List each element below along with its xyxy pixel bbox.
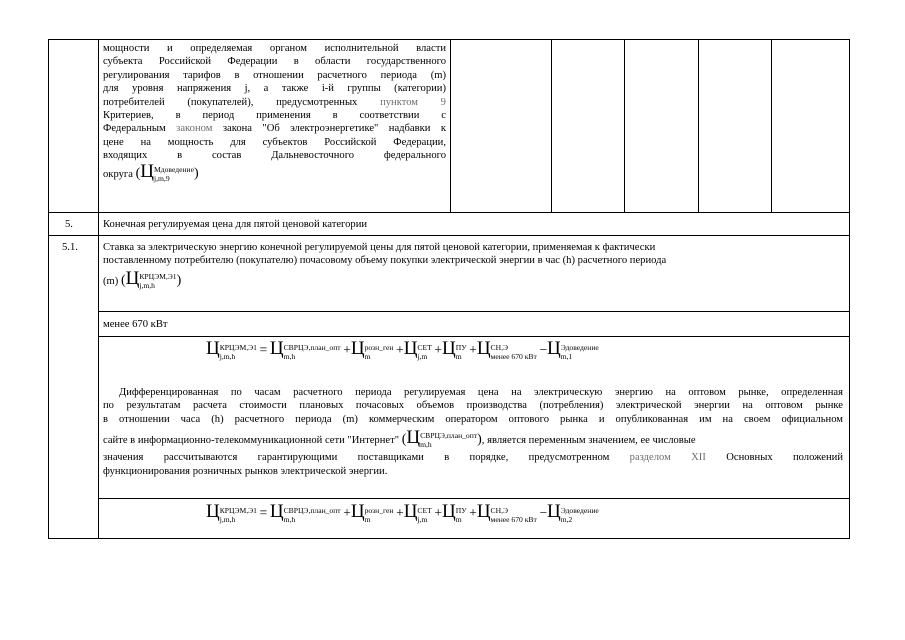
formula-operator: + <box>343 505 351 520</box>
symbol-index <box>154 165 194 183</box>
col-divider <box>551 39 552 212</box>
formula-2 <box>206 501 599 524</box>
formula-sup: ПУ <box>455 505 467 515</box>
formula-index <box>491 343 537 361</box>
description-paragraph <box>103 386 843 478</box>
formula-operator: + <box>469 342 477 357</box>
formula-operator: + <box>469 505 477 520</box>
formula-sub: m <box>455 351 462 361</box>
formula-sub: j,m <box>417 514 428 524</box>
link-federal-law[interactable]: законом <box>176 123 213 135</box>
formula-operator: − <box>539 342 548 357</box>
formula-index <box>220 506 257 524</box>
symbol-index <box>420 431 477 449</box>
formula-index <box>456 506 467 524</box>
row-divider <box>48 235 850 236</box>
formula-base: Ц <box>441 338 456 359</box>
formula-base: Ц <box>269 338 284 359</box>
col-divider <box>771 39 772 212</box>
formula-sub: менее 670 кВт <box>490 514 537 524</box>
price-symbol: (Ц Мдоведение j,m,9 ) <box>135 160 199 183</box>
row-divider <box>98 498 850 499</box>
formula-index <box>456 343 467 361</box>
formula-index <box>561 343 599 361</box>
formula-operator: + <box>396 505 404 520</box>
right-border <box>849 39 850 539</box>
formula-sub: j,m,h <box>219 514 236 524</box>
formula-sup: СЕТ <box>417 342 432 352</box>
text-line: в отношении часа (h) расчетного периода (m) коммерческим оператором оптового рынка и опубликованная им на своем официальном <box>103 413 843 425</box>
formula-operator: + <box>396 342 404 357</box>
text-line: регулирования тарифов в отношении расчетного периода (m) <box>103 69 446 81</box>
row-number: 5. <box>65 219 73 230</box>
row-title: Конечная регулируемая цена для пятой ценовой категории <box>103 219 368 230</box>
text-line: мощности и определяемая органом исполнительной власти <box>103 43 446 54</box>
text-line <box>103 427 843 450</box>
formula-operator: − <box>539 505 548 520</box>
formula-base: Ц <box>350 501 365 522</box>
symbol-sup: Мдоведение <box>154 164 194 174</box>
left-border <box>48 39 49 539</box>
category-label: менее 670 кВт <box>103 319 168 330</box>
formula-base: Ц <box>206 338 220 359</box>
row-divider <box>48 212 850 213</box>
formula-operator: = <box>259 342 268 357</box>
text-line: Ставка за электрическую энергию конечной регулируемой цены для пятой ценовой категории, применяемая к фактически <box>103 242 656 253</box>
formula-sub: j,m <box>417 351 428 361</box>
formula-sup: КРЦЭМ,Э1 <box>219 342 257 352</box>
text-line <box>103 268 843 290</box>
formula-base: Ц <box>206 501 220 522</box>
row-divider <box>98 311 850 312</box>
formula-sup: СВРЦЭ,план_опт <box>283 505 341 515</box>
formula-index <box>220 343 257 361</box>
text-line <box>103 160 446 183</box>
formula-sup: СЕТ <box>417 505 432 515</box>
text-line: для уровня напряжения j, а также i-й группы (категории) <box>103 83 446 95</box>
price-symbol: (Ц КРЦЭМ,Э1 j,m,h ) <box>120 268 182 290</box>
text-line: Критериев, в период применения в соответствии с <box>103 110 446 122</box>
price-symbol: (Ц СВРЦЭ,план_опт m,h ) <box>401 427 482 450</box>
text-line <box>103 122 446 135</box>
text-line: функционирования розничных рынков электрической энергии. <box>103 465 388 477</box>
formula-sup: КРЦЭМ,Э1 <box>219 505 257 515</box>
text-span: (m) <box>103 276 119 288</box>
col-divider <box>624 39 625 212</box>
formula-base: Ц <box>350 338 365 359</box>
formula-operator: = <box>259 505 268 520</box>
table-frame <box>48 39 850 539</box>
symbol-base: Ц <box>406 427 421 449</box>
formula-base: Ц <box>403 338 418 359</box>
formula-base: Ц <box>403 501 418 522</box>
formula-index <box>365 343 394 361</box>
formula-index <box>417 506 431 524</box>
text-line: субъекта Российской Федерации в области государственного <box>103 56 446 68</box>
col-divider <box>698 39 699 212</box>
text-line: входящих в состав Дальневосточного федерального <box>103 150 446 162</box>
formula-1 <box>206 338 599 361</box>
text-span: сайте в информационно-телекоммуникационной сети "Интернет" <box>103 435 400 447</box>
row-number: 5.1. <box>62 242 78 253</box>
formula-sub: менее 670 кВт <box>490 351 537 361</box>
formula-operator: + <box>343 342 351 357</box>
text-span: Федеральным <box>103 123 166 135</box>
symbol-base: Ц <box>140 160 155 182</box>
formula-index <box>365 506 394 524</box>
formula-sup: Эдоведение <box>560 342 599 352</box>
symbol-sub: j,m,9 <box>154 173 170 183</box>
formula-base: Ц <box>476 501 491 522</box>
formula-sub: m <box>455 514 462 524</box>
row-51-text <box>103 241 843 290</box>
row-top-text <box>103 42 446 183</box>
text-line: Дифференцированная по часам расчетного периода регулируемая цена на электрическую энергию на оптовом рынке, определенная <box>119 387 843 398</box>
col-divider <box>450 39 451 212</box>
text-span: потребителей (покупателей), предусмотренных <box>103 96 358 108</box>
formula-sup: ПУ <box>455 342 467 352</box>
text-line: поставленному потребителю (покупателю) почасовому объему покупки электрической энергии в час (h) расчетного периода <box>103 255 667 267</box>
formula-sub: m <box>364 514 371 524</box>
row-divider <box>98 336 850 337</box>
col-divider <box>98 39 99 539</box>
formula-sub: m,1 <box>560 351 573 361</box>
formula-sup: розн_ген <box>364 505 394 515</box>
text-span: округа <box>103 168 133 180</box>
formula-base: Ц <box>441 501 456 522</box>
formula-operator: + <box>434 505 442 520</box>
text-line: цене на мощность для субъектов Российской Федерации, <box>103 136 446 148</box>
formula-sub: j,m,h <box>219 351 236 361</box>
formula-sub: m <box>364 351 371 361</box>
formula-sub: m,2 <box>560 514 573 524</box>
text-line <box>103 96 446 109</box>
formula-operator: + <box>434 342 442 357</box>
formula-index <box>491 506 537 524</box>
text-span: Основных положений <box>726 452 843 464</box>
formula-sub: m,h <box>283 351 296 361</box>
formula-sup: СН,Э <box>490 342 509 352</box>
symbol-sub: m,h <box>420 440 432 450</box>
text-line <box>103 451 843 464</box>
formula-sup: СВРЦЭ,план_опт <box>283 342 341 352</box>
symbol-index <box>139 272 176 290</box>
symbol-sub: j,m,h <box>139 280 155 290</box>
bottom-border <box>48 538 850 539</box>
formula-sup: Эдоведение <box>560 505 599 515</box>
text-span: значения рассчитываются гарантирующими поставщиками в порядке, предусмотренном <box>103 452 610 464</box>
formula-index <box>561 506 599 524</box>
formula-sup: розн_ген <box>364 342 394 352</box>
text-line: по результатам расчета стоимости плановых почасовых объемов производства (потребления) электрической энергии на оптовом рынке <box>103 400 843 412</box>
symbol-base: Ц <box>125 268 140 290</box>
formula-sup: СН,Э <box>490 505 509 515</box>
symbol-sup: КРЦЭМ,Э1 <box>139 271 177 281</box>
text-span: , является переменным значением, ее числовые <box>481 435 696 447</box>
formula-base: Ц <box>547 501 561 522</box>
formula-base: Ц <box>476 338 491 359</box>
link-section-xii[interactable]: разделом XII <box>629 452 706 464</box>
top-border <box>48 39 850 40</box>
text-span: закона "Об электроэнергетике" надбавки к <box>222 123 447 135</box>
formula-sub: m,h <box>283 514 296 524</box>
formula-index <box>284 343 341 361</box>
link-punkt-9[interactable]: пунктом 9 <box>380 96 446 108</box>
symbol-sup: СВРЦЭ,план_опт <box>420 431 478 441</box>
formula-index <box>417 343 431 361</box>
formula-index <box>284 506 341 524</box>
formula-base: Ц <box>269 501 284 522</box>
formula-base: Ц <box>547 338 561 359</box>
